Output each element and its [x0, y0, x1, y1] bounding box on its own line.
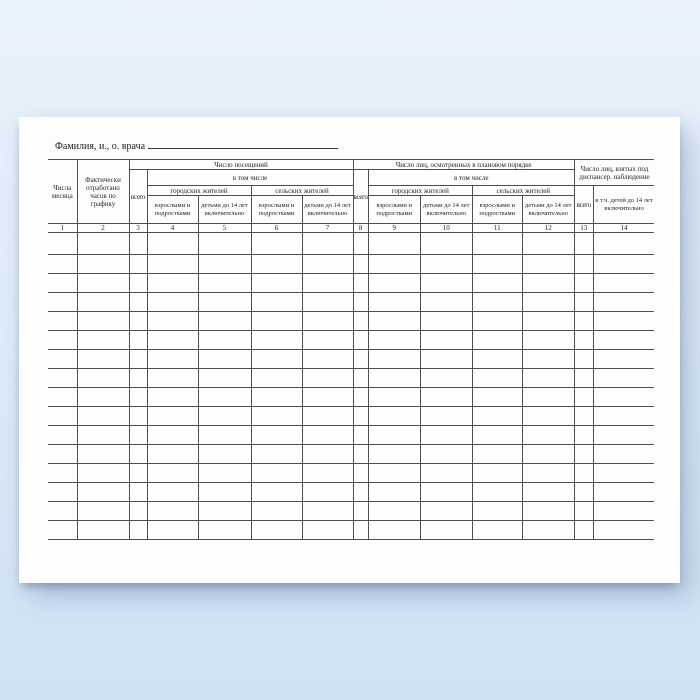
data-cell [198, 464, 251, 483]
data-cell [198, 483, 251, 502]
data-cell [147, 483, 198, 502]
data-cell [574, 521, 593, 540]
data-cell [368, 312, 420, 331]
data-cell [472, 407, 522, 426]
data-cell [522, 407, 574, 426]
table-row [48, 255, 654, 274]
data-cell [472, 483, 522, 502]
data-cell [198, 312, 251, 331]
data-cell [302, 388, 353, 407]
data-cell [522, 464, 574, 483]
column-number-cell: 8 [353, 224, 368, 233]
column-number-cell: 12 [522, 224, 574, 233]
data-cell [472, 502, 522, 521]
data-cell [522, 293, 574, 312]
data-cell [198, 445, 251, 464]
data-cell [129, 274, 147, 293]
data-cell [147, 502, 198, 521]
data-cell [472, 464, 522, 483]
data-cell [251, 274, 302, 293]
data-cell [198, 407, 251, 426]
data-cell [48, 426, 77, 445]
data-cell [147, 388, 198, 407]
data-cell [368, 483, 420, 502]
data-cell [48, 407, 77, 426]
table-row [48, 502, 654, 521]
data-cell [251, 255, 302, 274]
data-cell [472, 369, 522, 388]
table-row [48, 293, 654, 312]
data-cell [574, 274, 593, 293]
data-cell [472, 331, 522, 350]
data-cell [420, 274, 472, 293]
data-cell [77, 350, 129, 369]
data-cell [420, 312, 472, 331]
data-cell [420, 255, 472, 274]
header-visits-rural-adults: взрослыми и подростками [251, 196, 302, 224]
data-cell [368, 350, 420, 369]
data-cell [302, 483, 353, 502]
data-cell [574, 502, 593, 521]
header-hours-worked: Фактически отработано часов по графику [77, 160, 129, 224]
data-cell [48, 464, 77, 483]
data-cell [593, 274, 654, 293]
data-cell [593, 255, 654, 274]
data-cell [129, 426, 147, 445]
data-cell [472, 426, 522, 445]
data-cell [574, 369, 593, 388]
data-cell [77, 445, 129, 464]
data-cell [368, 407, 420, 426]
data-cell [147, 233, 198, 255]
data-cell [368, 464, 420, 483]
data-cell [368, 426, 420, 445]
data-cell [574, 293, 593, 312]
data-cell [198, 426, 251, 445]
data-cell [420, 350, 472, 369]
data-cell [48, 274, 77, 293]
header-visits-rural: сельских жителей [251, 186, 353, 196]
data-cell [353, 274, 368, 293]
table-body [48, 233, 654, 540]
header-dispensary-group: Число лиц, взятых под диспансер. наблюдение [574, 160, 654, 186]
data-cell [48, 445, 77, 464]
column-number-cell: 13 [574, 224, 593, 233]
data-cell [147, 521, 198, 540]
data-cell [420, 233, 472, 255]
data-cell [420, 388, 472, 407]
data-cell [368, 274, 420, 293]
data-cell [302, 331, 353, 350]
data-cell [593, 502, 654, 521]
data-cell [77, 502, 129, 521]
visits-register-table [48, 159, 654, 540]
data-cell [522, 369, 574, 388]
data-cell [353, 464, 368, 483]
data-cell [198, 502, 251, 521]
data-cell [420, 293, 472, 312]
data-cell [368, 521, 420, 540]
data-cell [574, 233, 593, 255]
header-planned-total: всего [353, 170, 368, 224]
table-row [48, 369, 654, 388]
data-cell [129, 350, 147, 369]
data-cell [368, 369, 420, 388]
data-cell [353, 502, 368, 521]
data-cell [251, 521, 302, 540]
data-cell [251, 407, 302, 426]
data-cell [251, 502, 302, 521]
data-cell [522, 350, 574, 369]
data-cell [522, 502, 574, 521]
data-cell [147, 464, 198, 483]
data-cell [77, 255, 129, 274]
column-number-cell: 14 [593, 224, 654, 233]
data-cell [77, 388, 129, 407]
data-cell [147, 426, 198, 445]
data-cell [522, 483, 574, 502]
data-cell [251, 293, 302, 312]
data-cell [48, 483, 77, 502]
data-cell [302, 233, 353, 255]
column-number-cell: 4 [147, 224, 198, 233]
data-cell [472, 274, 522, 293]
data-cell [593, 369, 654, 388]
data-cell [48, 369, 77, 388]
data-cell [472, 312, 522, 331]
data-cell [48, 312, 77, 331]
data-cell [302, 445, 353, 464]
table-row [48, 426, 654, 445]
header-planned-rural-children: детьми до 14 лет включительно [522, 196, 574, 224]
data-cell [147, 369, 198, 388]
data-cell [48, 331, 77, 350]
data-cell [420, 483, 472, 502]
data-cell [353, 293, 368, 312]
table-row [48, 445, 654, 464]
data-cell [420, 464, 472, 483]
data-cell [368, 331, 420, 350]
data-cell [353, 483, 368, 502]
data-cell [302, 255, 353, 274]
data-cell [129, 445, 147, 464]
data-cell [198, 369, 251, 388]
header-row-including [48, 170, 654, 186]
data-cell [420, 521, 472, 540]
header-visits-urban-adults: взрослыми и подростками [147, 196, 198, 224]
data-cell [522, 521, 574, 540]
data-cell [147, 293, 198, 312]
data-cell [48, 233, 77, 255]
header-row-groups [48, 160, 654, 170]
data-cell [77, 274, 129, 293]
data-cell [198, 293, 251, 312]
data-cell [420, 369, 472, 388]
data-cell [77, 312, 129, 331]
table-header [48, 160, 654, 233]
data-cell [129, 331, 147, 350]
data-cell [368, 445, 420, 464]
data-cell [574, 426, 593, 445]
data-cell [574, 483, 593, 502]
header-visits-urban: городских жителей [147, 186, 251, 196]
data-cell [251, 483, 302, 502]
data-cell [198, 233, 251, 255]
data-cell [302, 464, 353, 483]
data-cell [368, 293, 420, 312]
data-cell [129, 293, 147, 312]
data-cell [593, 464, 654, 483]
data-cell [147, 274, 198, 293]
data-cell [302, 293, 353, 312]
data-cell [522, 331, 574, 350]
data-cell [353, 350, 368, 369]
data-cell [302, 426, 353, 445]
data-cell [574, 464, 593, 483]
data-cell [472, 293, 522, 312]
data-cell [522, 426, 574, 445]
data-cell [353, 331, 368, 350]
data-cell [48, 255, 77, 274]
data-cell [420, 331, 472, 350]
data-cell [48, 502, 77, 521]
data-cell [472, 255, 522, 274]
data-cell [48, 293, 77, 312]
data-cell [129, 502, 147, 521]
header-visits-including: в том числе [147, 170, 353, 186]
data-cell [420, 445, 472, 464]
data-cell [302, 521, 353, 540]
data-cell [420, 407, 472, 426]
data-cell [129, 312, 147, 331]
data-cell [593, 407, 654, 426]
data-cell [574, 388, 593, 407]
data-cell [353, 233, 368, 255]
data-cell [353, 312, 368, 331]
header-planned-rural-adults: взрослыми и подростками [472, 196, 522, 224]
data-cell [251, 369, 302, 388]
data-cell [147, 445, 198, 464]
data-cell [198, 274, 251, 293]
data-cell [522, 388, 574, 407]
column-number-cell: 7 [302, 224, 353, 233]
data-cell [129, 388, 147, 407]
data-cell [77, 407, 129, 426]
header-visits-total: всего [129, 170, 147, 224]
header-planned-urban: городских жителей [368, 186, 472, 196]
data-cell [129, 407, 147, 426]
data-cell [198, 331, 251, 350]
data-cell [522, 274, 574, 293]
data-cell [353, 369, 368, 388]
data-cell [198, 388, 251, 407]
data-cell [77, 464, 129, 483]
data-cell [472, 388, 522, 407]
data-cell [472, 445, 522, 464]
doctor-name-blank-line [148, 139, 338, 149]
data-cell [302, 407, 353, 426]
data-cell [77, 426, 129, 445]
data-cell [353, 445, 368, 464]
data-cell [574, 350, 593, 369]
table-row [48, 407, 654, 426]
data-cell [251, 388, 302, 407]
data-cell [48, 388, 77, 407]
data-cell [472, 233, 522, 255]
header-planned-urban-adults: взрослыми и подростками [368, 196, 420, 224]
header-dispensary-children: в т.ч. детей до 14 лет включительно [593, 186, 654, 224]
table-row [48, 464, 654, 483]
data-cell [574, 312, 593, 331]
data-cell [251, 233, 302, 255]
header-planned-including: в том числе [368, 170, 574, 186]
data-cell [522, 233, 574, 255]
column-number-cell: 3 [129, 224, 147, 233]
data-cell [302, 502, 353, 521]
data-cell [472, 521, 522, 540]
data-cell [368, 233, 420, 255]
column-number-cell: 10 [420, 224, 472, 233]
data-cell [574, 255, 593, 274]
data-cell [77, 331, 129, 350]
data-cell [147, 331, 198, 350]
table-row [48, 233, 654, 255]
data-cell [472, 350, 522, 369]
data-cell [522, 255, 574, 274]
data-cell [198, 521, 251, 540]
data-cell [593, 521, 654, 540]
data-cell [251, 426, 302, 445]
data-cell [368, 502, 420, 521]
data-cell [251, 312, 302, 331]
data-cell [420, 426, 472, 445]
data-cell [251, 350, 302, 369]
data-cell [353, 388, 368, 407]
data-cell [353, 407, 368, 426]
data-cell [77, 369, 129, 388]
data-cell [593, 426, 654, 445]
table-row [48, 331, 654, 350]
data-cell [302, 274, 353, 293]
data-cell [522, 445, 574, 464]
data-cell [574, 445, 593, 464]
data-cell [77, 521, 129, 540]
data-cell [48, 521, 77, 540]
table-row [48, 350, 654, 369]
data-cell [368, 255, 420, 274]
data-cell [129, 369, 147, 388]
column-number-row [48, 224, 654, 233]
data-cell [420, 502, 472, 521]
data-cell [593, 293, 654, 312]
header-day-of-month: Числа месяца [48, 160, 77, 224]
data-cell [593, 233, 654, 255]
column-number-cell: 11 [472, 224, 522, 233]
data-cell [593, 483, 654, 502]
column-number-cell: 1 [48, 224, 77, 233]
data-cell [77, 233, 129, 255]
data-cell [77, 483, 129, 502]
data-cell [593, 445, 654, 464]
data-cell [147, 407, 198, 426]
data-cell [77, 293, 129, 312]
data-cell [368, 388, 420, 407]
data-cell [593, 331, 654, 350]
data-cell [302, 312, 353, 331]
header-planned-rural: сельских жителей [472, 186, 574, 196]
data-cell [574, 407, 593, 426]
data-cell [593, 312, 654, 331]
data-cell [198, 350, 251, 369]
data-cell [251, 464, 302, 483]
header-planned-group: Число лиц, осмотренных в плановом порядке [353, 160, 574, 170]
doctor-name-row [55, 139, 338, 153]
data-cell [147, 255, 198, 274]
data-cell [251, 331, 302, 350]
form-sheet [19, 117, 680, 583]
data-cell [353, 255, 368, 274]
data-cell [251, 445, 302, 464]
table-row [48, 274, 654, 293]
table-row [48, 483, 654, 502]
header-visits-group: Число посещений [129, 160, 353, 170]
data-cell [522, 312, 574, 331]
table-row [48, 388, 654, 407]
data-cell [147, 312, 198, 331]
data-cell [302, 369, 353, 388]
data-cell [129, 464, 147, 483]
data-cell [593, 350, 654, 369]
data-cell [198, 255, 251, 274]
data-cell [353, 521, 368, 540]
data-cell [593, 388, 654, 407]
header-dispensary-total: всего [574, 186, 593, 224]
column-number-cell: 9 [368, 224, 420, 233]
column-number-cell: 5 [198, 224, 251, 233]
data-cell [129, 521, 147, 540]
table-row [48, 312, 654, 331]
data-cell [147, 350, 198, 369]
data-cell [353, 426, 368, 445]
data-cell [129, 233, 147, 255]
header-planned-urban-children: детьми до 14 лет включительно [420, 196, 472, 224]
header-visits-rural-children: детьми до 14 лет включительно [302, 196, 353, 224]
data-cell [129, 255, 147, 274]
data-cell [302, 350, 353, 369]
column-number-cell: 2 [77, 224, 129, 233]
header-visits-urban-children: детьми до 14 лет включительно [198, 196, 251, 224]
column-number-cell: 6 [251, 224, 302, 233]
table-row [48, 521, 654, 540]
data-cell [574, 331, 593, 350]
data-cell [48, 350, 77, 369]
data-cell [129, 483, 147, 502]
doctor-name-label: Фамилия, и., о. врача [55, 141, 146, 152]
